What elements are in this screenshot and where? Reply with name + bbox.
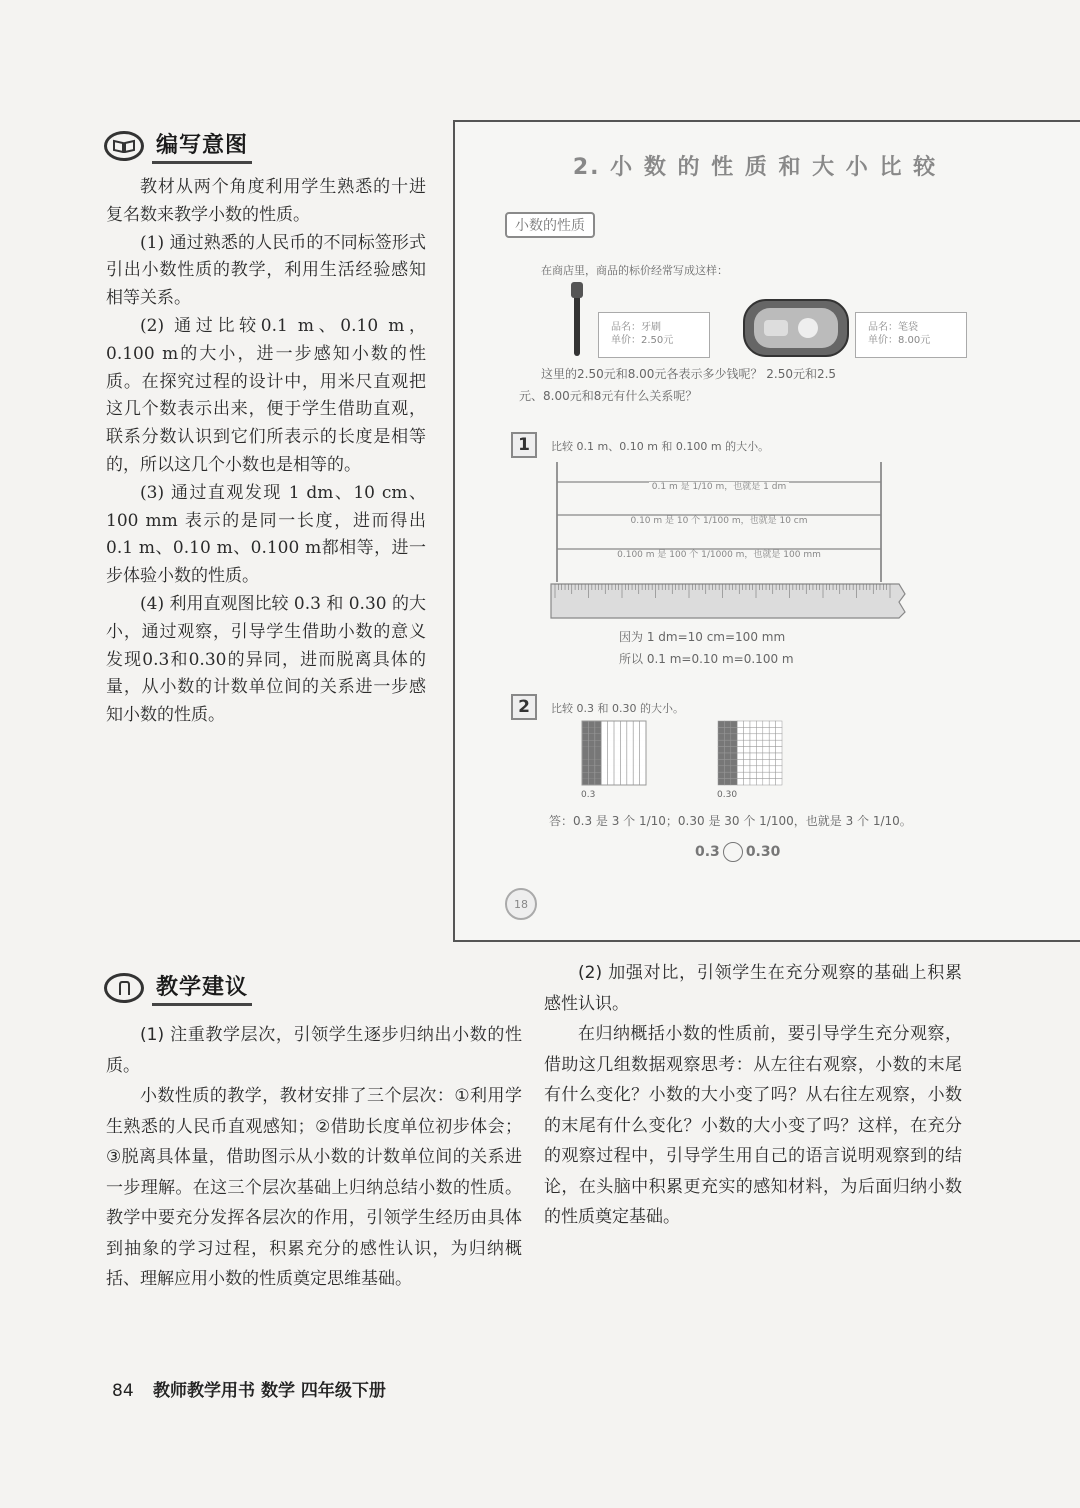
teaching-suggestions-text: [106, 1020, 522, 1295]
book-icon: [104, 131, 144, 161]
grid-0-3: [581, 720, 647, 786]
compare-right: 0.30: [745, 844, 781, 860]
intro-text: 在商店里，商品的标价经常写成这样：: [541, 264, 728, 277]
ruler-illustration: [549, 580, 919, 620]
paragraph: (1) 通过熟悉的人民币的不同标签形式引出小数性质的教学，利用生活经验感知相等关系。: [106, 232, 426, 309]
dimension-label-2: 0.10 m 是 10 个 1/100 m，也就是 10 cm: [627, 516, 810, 526]
exercise-number: 1: [511, 432, 537, 458]
section-title: 编写意图: [152, 128, 252, 164]
grid-label: 0.3: [581, 790, 596, 800]
paragraph: (2) 通过比较0.1 m、0.10 m，0.100 m的大小，进一步感知小数的性质。在探究过程的设计中，用米尺直观把这几个数表示出来，便于学生借助直观，联系分数认识到它们所表示的长度是相等的，所以这几个小数也是相等的。: [106, 315, 426, 475]
paragraph: (1) 注重教学层次，引领学生逐步归纳出小数的性质。: [106, 1025, 522, 1076]
toothbrush-illustration: [567, 280, 587, 358]
page-number: 84: [112, 1381, 134, 1401]
paragraph: 小数性质的教学，教材安排了三个层次：①利用学生熟悉的人民币直观感知；②借助长度单位初步体会；③脱离具体量，借助图示从小数的计数单位间的关系进一步理解。在这三个层次基础上归纳总结小数的性质。教学中要充分发挥各层次的作用，引领学生经历由具体到抽象的学习过程，积累充分的感性认识，为归纳概括、理解应用小数的性质奠定思维基础。: [106, 1086, 522, 1289]
textbook-page-number: 18: [505, 888, 537, 920]
tag-price: 单价：2.50元: [611, 335, 674, 346]
exercise-number: 2: [511, 694, 537, 720]
because-statement: 因为 1 dm=10 cm=100 mm: [619, 630, 786, 644]
answer-text: 答：0.3 是 3 个 1/10；0.30 是 30 个 1/100，也就是 3 个 1/10。: [549, 814, 912, 828]
price-tag-pencil-case: [855, 312, 967, 358]
paragraph: (3) 通过直观发现 1 dm、10 cm、100 mm 表示的是同一长度，进而得出 0.1 m、0.10 m、0.100 m都相等，进一步体验小数的性质。: [106, 482, 426, 587]
compare-left: 0.3: [695, 844, 720, 860]
question-line-2: 元、8.00元和8元有什么关系呢？: [519, 389, 698, 403]
price-tag-toothbrush: [598, 312, 710, 358]
footer: [112, 1376, 386, 1401]
grid-label: 0.30: [717, 790, 738, 800]
hand-icon: [104, 973, 144, 1003]
tag-name: 品名：笔袋: [868, 322, 918, 333]
dimension-label-1: 0.1 m 是 1/10 m，也就是 1 dm: [649, 482, 789, 492]
paragraph: (4) 利用直观图比较 0.3 和 0.30 的大小，通过观察，引导学生借助小数的意义发现0.3和0.30的异同，进而脱离具体的量，从小数的计数单位间的关系进一步感知小数的性质。: [106, 593, 426, 726]
comparison: [695, 842, 780, 862]
writing-intent-text: [106, 174, 426, 730]
dimension-label-3: 0.100 m 是 100 个 1/1000 m，也就是 100 mm: [614, 550, 824, 560]
paragraph: (2) 加强对比，引领学生在充分观察的基础上积累感性认识。: [544, 963, 962, 1014]
grid-0-30: [717, 720, 783, 786]
section-label: 小数的性质: [505, 212, 595, 238]
section-heading-writing-intent: [104, 128, 252, 164]
tag-name: 品名：牙刷: [611, 322, 661, 333]
pencil-case-illustration: [742, 294, 850, 362]
textbook-page-figure: [453, 120, 1080, 942]
exercise-1-text: 比较 0.1 m、0.10 m 和 0.100 m 的大小。: [551, 440, 770, 453]
question-line-1: 这里的2.50元和8.00元各表示多少钱呢？ 2.50元和2.5: [541, 367, 837, 381]
book-title: 教师教学用书 数学 四年级下册: [153, 1381, 386, 1401]
paragraph: 在归纳概括小数的性质前，要引导学生充分观察，借助这几组数据观察思考：从左往右观察，小数的末尾有什么变化？小数的大小变了吗？从右往左观察，小数的末尾有什么变化？小数的大小变了吗？这样，在充分的观察过程中，引导学生用自己的语言说明观察到的结论，在头脑中积累更充实的感知材料，为后面归纳小数的性质奠定基础。: [544, 1024, 962, 1227]
paragraph: 教材从两个角度利用学生熟悉的十进复名数来教学小数的性质。: [106, 177, 426, 225]
exercise-2-text: 比较 0.3 和 0.30 的大小。: [551, 702, 684, 715]
therefore-statement: 所以 0.1 m=0.10 m=0.100 m: [619, 652, 794, 666]
comparison-suggestion-text: [544, 958, 962, 1233]
compare-circle: [723, 842, 743, 862]
tag-price: 单价：8.00元: [868, 335, 931, 346]
section-heading-teaching-suggestions: [104, 970, 252, 1006]
textbook-title: 2. 小 数 的 性 质 和 大 小 比 较: [572, 155, 938, 180]
section-title: 教学建议: [152, 970, 252, 1006]
